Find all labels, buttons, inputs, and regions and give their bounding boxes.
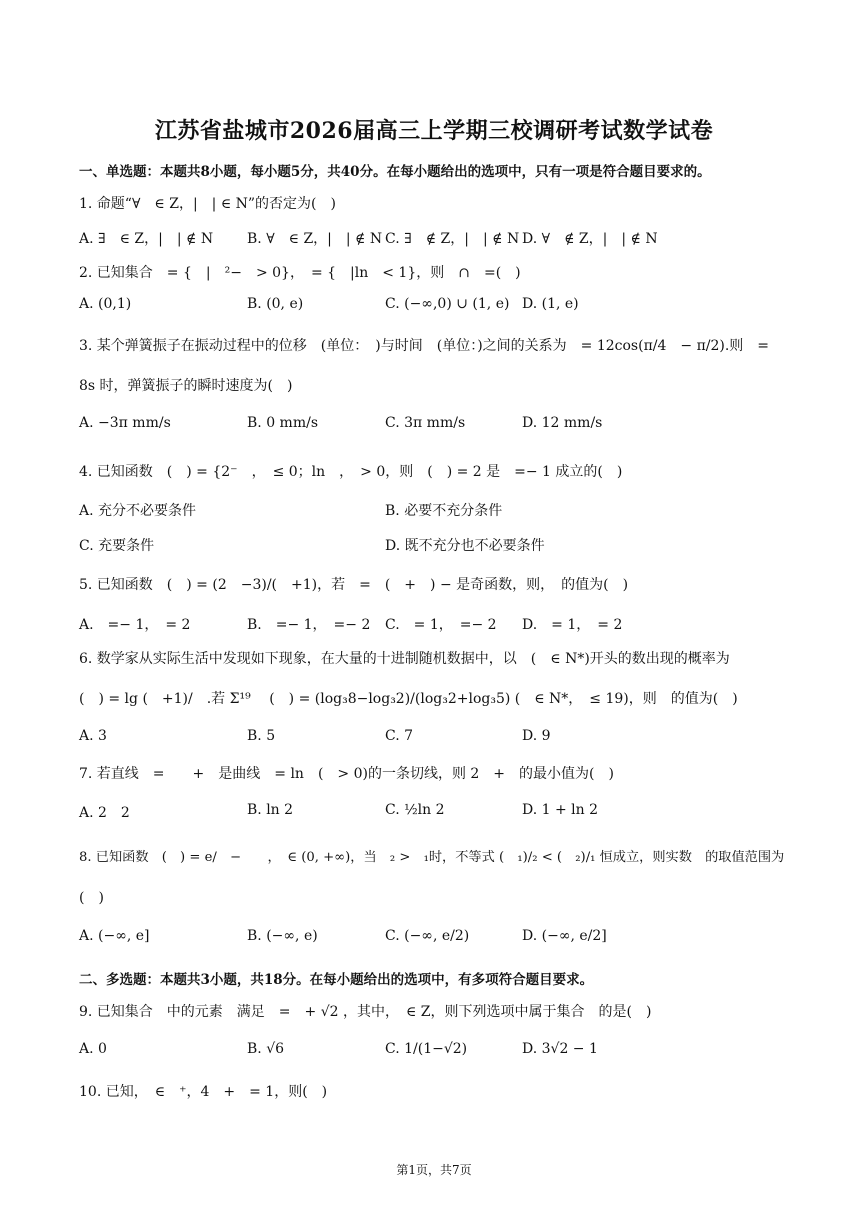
question-6-stem-line1: 6. 数学家从实际生活中发现如下现象，在大量的十进制随机数据中，以 ( ∈ N*)开头的数出现的概率为 — [79, 651, 730, 667]
question-3-option-a: A. −3π mm/s — [79, 415, 171, 431]
question-6-option-c: C. 7 — [385, 728, 414, 744]
question-2-option-a: A. (0,1) — [79, 296, 132, 312]
question-7-option-d: D. 1 + ln 2 — [522, 802, 599, 818]
question-5-stem: 5. 已知函数 ( ) = (2 −3)/( +1)，若 = ( + ) − 是奇函数，则， 的值为( ) — [79, 577, 629, 593]
question-5-option-a: A. =− 1， = 2 — [79, 617, 191, 633]
question-7-option-c: C. ½ln 2 — [385, 802, 445, 818]
question-1-option-d: D. ∀ ∉ Z，| | ∉ N — [522, 231, 658, 247]
question-1-option-c: C. ∃ ∉ Z，| | ∉ N — [385, 231, 520, 247]
question-2-option-c: C. (−∞,0) ∪ (1, e) — [385, 296, 510, 312]
question-6-stem-line2: ( ) = lg ( +1)/ .若 Σ¹⁹ ( ) = (log₃8−log₃2)/(log₃2+log₃5) ( ∈ N*， ≤ 19)，则 的值为( ) — [79, 691, 738, 707]
question-4-option-b: B. 必要不充分条件 — [385, 503, 503, 519]
question-1-option-a: A. ∃ ∈ Z，| | ∉ N — [79, 231, 214, 247]
question-7-stem: 7. 若直线 = + 是曲线 = ln ( > 0)的一条切线，则 2 + 的最小值为( ) — [79, 766, 614, 782]
question-4-stem: 4. 已知函数 ( ) = {2⁻ ， ≤ 0；ln ， > 0，则 ( ) = 2 是 =− 1 成立的( ) — [79, 464, 623, 480]
question-8-stem-line2: ( ) — [79, 890, 104, 906]
question-1-stem: 1. 命题“∀ ∈ Z，| | ∈ N”的否定为( ) — [79, 196, 336, 212]
question-8-option-a: A. (−∞, e] — [79, 928, 150, 944]
question-8-option-c: C. (−∞, e/2) — [385, 928, 470, 944]
question-6-option-b: B. 5 — [247, 728, 276, 744]
question-4-option-c: C. 充要条件 — [79, 538, 155, 554]
question-9-stem: 9. 已知集合 中的元素 满足 = + √2 ，其中， ∈ Z，则下列选项中属于集合 的是( ) — [79, 1004, 652, 1020]
question-7-option-b: B. ln 2 — [247, 802, 294, 818]
question-2-option-b: B. (0, e) — [247, 296, 304, 312]
question-3-option-d: D. 12 mm/s — [522, 415, 603, 431]
page-footer: 第1页，共7页 — [396, 1163, 472, 1177]
question-2-option-d: D. (1, e) — [522, 296, 579, 312]
question-10-stem: 10. 已知， ∈ ⁺，4 + = 1，则( ) — [79, 1084, 328, 1100]
page-title: 江苏省盐城市2026届高三上学期三校调研考试数学试卷 — [154, 118, 714, 144]
question-3-option-c: C. 3π mm/s — [385, 415, 466, 431]
section-heading-single-choice: 一、单选题：本题共8小题，每小题5分，共40分。在每小题给出的选项中，只有一项是符合题目要求的。 — [79, 164, 711, 180]
question-3-stem-line2: 8s 时，弹簧振子的瞬时速度为( ) — [79, 378, 293, 394]
question-8-option-d: D. (−∞, e/2] — [522, 928, 607, 944]
question-9-option-d: D. 3√2 − 1 — [522, 1041, 598, 1057]
question-7-option-a: A. 2 2 — [79, 805, 130, 821]
question-6-option-a: A. 3 — [79, 728, 107, 744]
question-2-stem: 2. 已知集合 = { | ²− > 0}， = { |ln < 1}，则 ∩ =( ) — [79, 265, 521, 281]
question-3-option-b: B. 0 mm/s — [247, 415, 318, 431]
question-1-option-b: B. ∀ ∈ Z，| | ∉ N — [247, 231, 383, 247]
question-8-option-b: B. (−∞, e) — [247, 928, 318, 944]
question-5-option-d: D. = 1， = 2 — [522, 617, 623, 633]
question-9-option-c: C. 1/(1−√2) — [385, 1041, 468, 1057]
question-5-option-c: C. = 1， =− 2 — [385, 617, 497, 633]
question-9-option-a: A. 0 — [79, 1041, 107, 1057]
question-4-option-d: D. 既不充分也不必要条件 — [385, 538, 545, 554]
question-5-option-b: B. =− 1， =− 2 — [247, 617, 371, 633]
question-4-option-a: A. 充分不必要条件 — [79, 503, 197, 519]
question-6-option-d: D. 9 — [522, 728, 551, 744]
section-heading-multiple-choice: 二、多选题：本题共3小题，共18分。在每小题给出的选项中，有多项符合题目要求。 — [79, 972, 594, 988]
question-3-stem-line1: 3. 某个弹簧振子在振动过程中的位移 (单位： )与时间 (单位：)之间的关系为 = 12cos(π/4 − π/2).则 = — [79, 338, 770, 354]
question-9-option-b: B. √6 — [247, 1041, 285, 1057]
question-8-stem-line1: 8. 已知函数 ( ) = e/ − ， ∈ (0, +∞)，当 ₂ > ₁时，不等式 ( ₁)/₂ < ( ₂)/₁ 恒成立，则实数 的取值范围为 — [79, 850, 785, 865]
